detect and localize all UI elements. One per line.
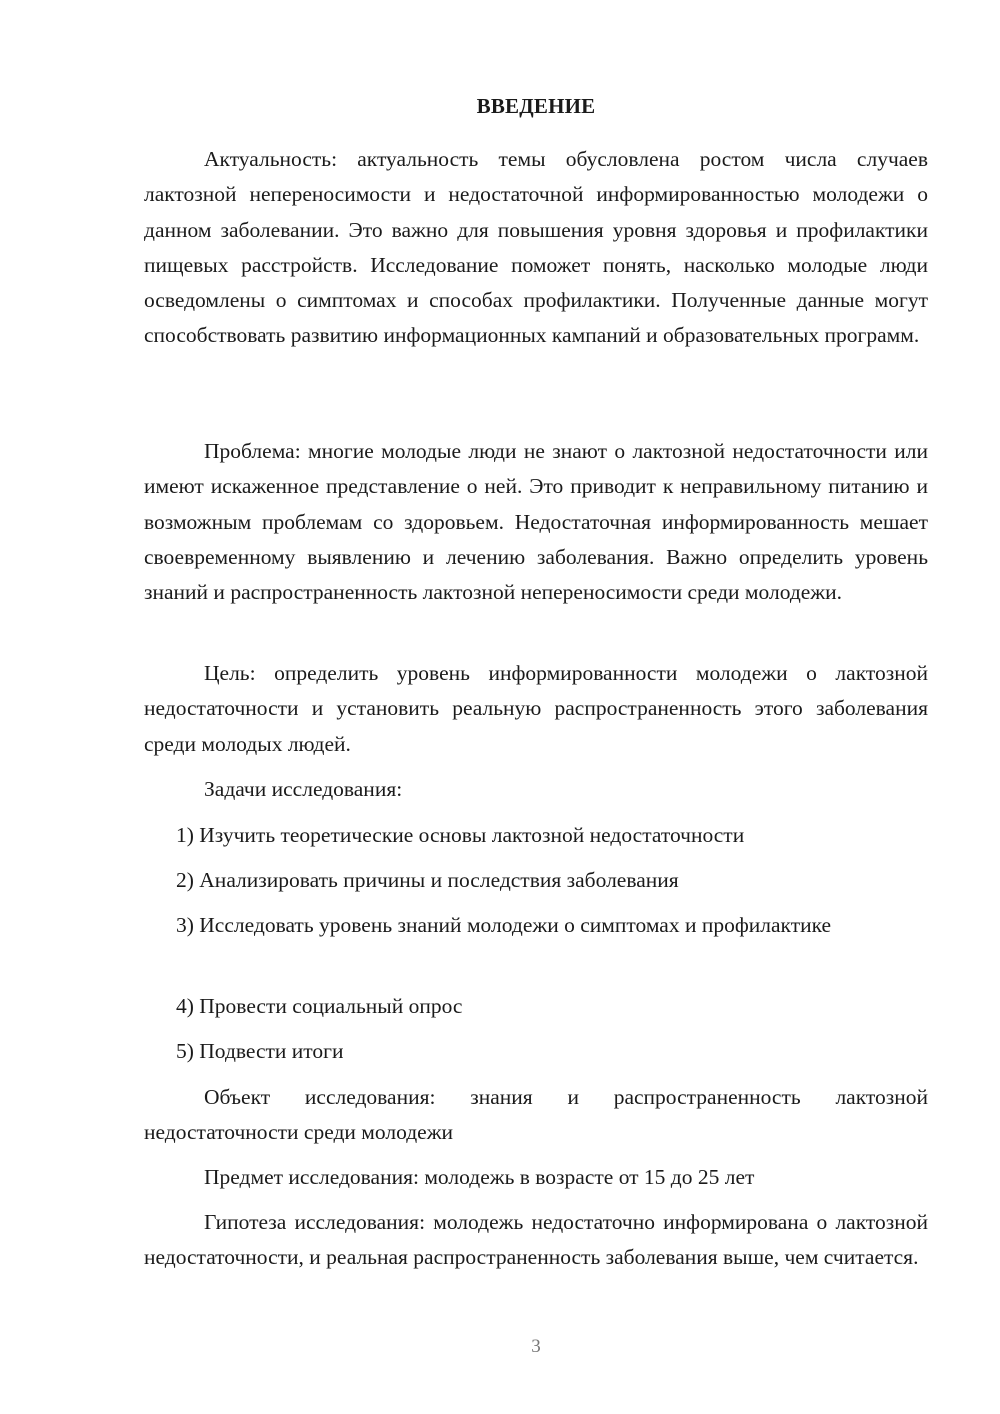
task-item-1: 1) Изучить теоретические основы лактозной недостаточности: [176, 823, 745, 847]
paragraph-subject: Предмет исследования: молодежь в возрасте от 15 до 25 лет: [204, 1165, 755, 1189]
paragraph-problem: Проблема: многие молодые люди не знают о лактозной недостаточности или имеют искаженное представление о ней. Это приводит к неправильному питанию и возможным проблемам со здоровьем. Недостаточная информированность мешает своевременному выявлению и лечению заболевания. Важно определить уровень знаний и распространенность лактозной непереносимости среди молодежи.: [144, 439, 928, 605]
page-number: 3: [531, 1336, 541, 1357]
section-heading: ВВЕДЕНИЕ: [476, 94, 596, 118]
paragraph-relevance: Актуальность: актуальность темы обусловлена ростом числа случаев лактозной непереносимости и недостаточной информированностью молодежи о данном заболевании. Это важно для повышения уровня здоровья и профилактики пищевых расстройств. Исследование поможет понять, насколько молодые люди осведомлены о симптомах и способах профилактики. Полученные данные могут способствовать развитию информационных кампаний и образовательных программ.: [144, 147, 928, 348]
paragraph-object: Объект исследования: знания и распространенность лактозной недостаточности среди молодежи: [144, 1085, 928, 1145]
tasks-heading: Задачи исследования:: [204, 777, 403, 801]
task-item-4: 4) Провести социальный опрос: [176, 994, 463, 1018]
task-item-2: 2) Анализировать причины и последствия заболевания: [176, 868, 679, 892]
paragraph-goal: Цель: определить уровень информированности молодежи о лактозной недостаточности и установить реальную распространенность этого заболевания среди молодых людей.: [144, 661, 928, 756]
task-item-3: 3) Исследовать уровень знаний молодежи о симптомах и профилактике: [176, 913, 832, 937]
task-item-5: 5) Подвести итоги: [176, 1039, 344, 1063]
paragraph-hypothesis: Гипотеза исследования: молодежь недостаточно информирована о лактозной недостаточности, и реальная распространенность заболевания выше, чем считается.: [144, 1210, 928, 1270]
